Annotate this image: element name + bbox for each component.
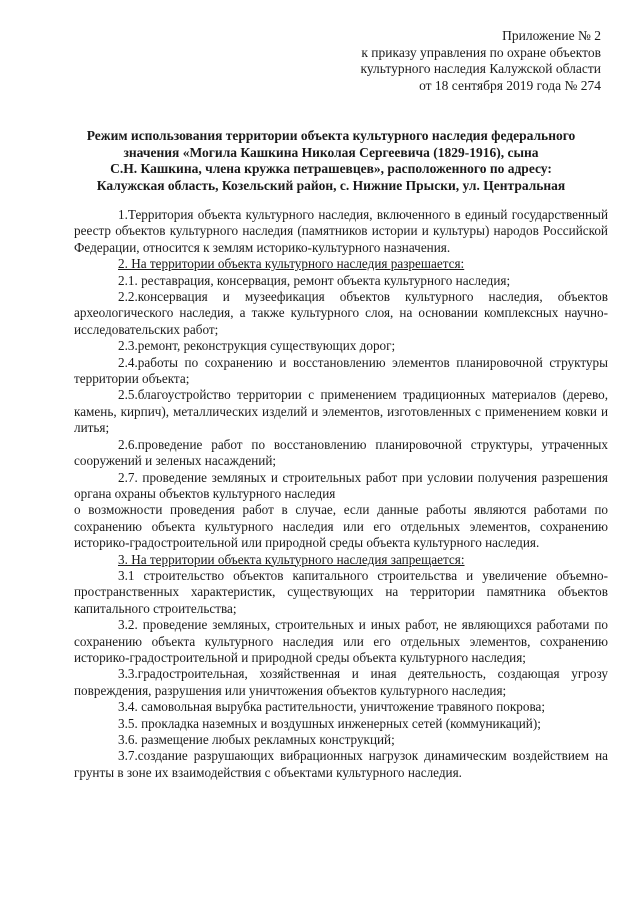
appendix-line: от 18 сентября 2019 года № 274 xyxy=(419,77,601,93)
document-title xyxy=(66,128,596,194)
title-line: значения «Могила Кашкина Николая Сергеевича (1829-1916), сына xyxy=(123,144,539,160)
paragraph-2-7b: о возможности проведения работ в случае, если данные работы являются работами по сохранению объекта культурного наследия или его отдельных элементов, сохранению историко-градостроительной или природной среды объекта культурного наследия. xyxy=(74,502,608,551)
title-line: Режим использования территории объекта культурного наследия федерального xyxy=(86,128,576,143)
appendix-line: к приказу управления по охране объектов xyxy=(361,44,601,60)
paragraph-2-6: 2.6.проведение работ по восстановлению планировочной структуры, утраченных сооружений и зеленых насаждений; xyxy=(74,436,608,469)
appendix-line: культурного наследия Калужской области xyxy=(360,61,601,76)
title-line: С.Н. Кашкина, члена кружка петрашевцев», расположенного по адресу: xyxy=(110,161,552,176)
paragraph-2-3: 2.3.ремонт, реконструкция существующих дорог; xyxy=(118,338,396,354)
paragraph-3-1: 3.1 строительство объектов капитального строительства и увеличение объемно-пространственных характеристик, существующих на территории памятника объектов капитального строительства; xyxy=(74,567,608,616)
paragraph-2-4: 2.4.работы по сохранению и восстановлению элементов планировочной структуры территории объекта; xyxy=(74,354,608,387)
paragraph-3-5: 3.5. прокладка наземных и воздушных инженерных сетей (коммуникаций); xyxy=(118,715,541,731)
document-body xyxy=(74,207,608,781)
paragraph-3-6: 3.6. размещение любых рекламных конструкций; xyxy=(118,732,395,747)
title-line: Калужская область, Козельский район, с. Нижние Прыски, ул. Центральная xyxy=(96,177,566,193)
appendix-line: Приложение № 2 xyxy=(502,28,601,43)
paragraph-2-7a: 2.7. проведение земляных и строительных работ при условии получения разрешения органа охраны объектов культурного наследия xyxy=(74,469,608,501)
paragraph-3-4: 3.4. самовольная вырубка растительности, уничтожение травяного покрова; xyxy=(118,699,546,715)
paragraph-2-5: 2.5.благоустройство территории с применением традиционных материалов (дерево, камень, кирпич), металлических изделий и элементов, изготовленных с применением ковки и литья; xyxy=(74,387,608,436)
paragraph-3-3: 3.3.градостроительная, хозяйственная и иная деятельность, создающая угрозу повреждения, разрушения или уничтожения объектов культурного наследия; xyxy=(74,666,608,698)
section-3-heading: 3. На территории объекта культурного наследия запрещается: xyxy=(118,551,465,567)
paragraph-2-1: 2.1. реставрация, консервация, ремонт объекта культурного наследия; xyxy=(118,272,511,288)
appendix-header xyxy=(301,28,601,94)
section-2-heading: 2. На территории объекта культурного наследия разрешается: xyxy=(118,256,465,272)
paragraph-3-7: 3.7.создание разрушающих вибрационных нагрузок динамическим воздействием на грунты в зоне их взаимодействия с объектами культурного наследия. xyxy=(74,748,608,780)
paragraph-3-2: 3.2. проведение земляных, строительных и иных работ, не являющихся работами по сохранению объекта культурного наследия или его отдельных элементов, сохранению историко-градостроительной и природной среды объекта культурного наследия; xyxy=(74,617,608,665)
paragraph-2-2: 2.2.консервация и музеефикация объектов культурного наследия, объектов археологического наследия, а также культурного слоя, на основании комплексных научно-исследовательских работ; xyxy=(74,289,608,337)
paragraph-1: 1.Территория объекта культурного наследия, включенного в единый государственный реестр объектов культурного наследия (памятников истории и культуры) народов Российской Федерации, относится к землям историко-культурного назначения. xyxy=(74,207,608,255)
